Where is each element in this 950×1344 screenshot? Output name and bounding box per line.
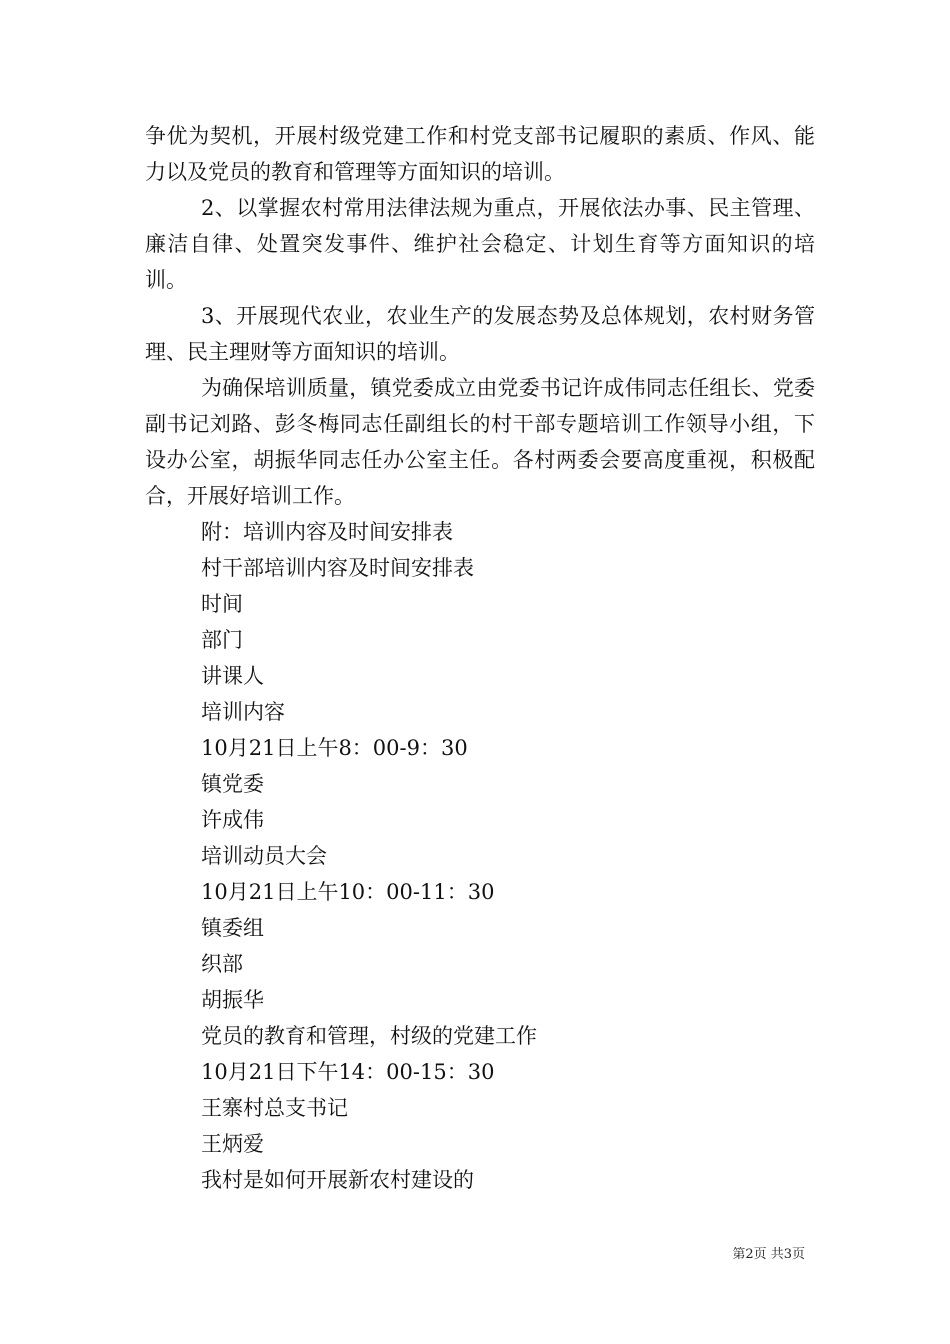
row-1-content: 培训动员大会	[201, 844, 327, 868]
row-1-lecturer: 许成伟	[201, 808, 264, 832]
row-2-department-line1: 镇委组	[201, 916, 264, 940]
table-header-department: 部门	[201, 628, 243, 652]
attachment-note: 附：培训内容及时间安排表	[201, 520, 453, 544]
row-2-time: 10月21日上午10：00-11：30	[201, 880, 495, 904]
paragraph-item-3: 3、开展现代农业，农业生产的发展态势及总体规划，农村财务管理、民主理财等方面知识的培训。	[145, 304, 815, 364]
table-title: 村干部培训内容及时间安排表	[201, 556, 474, 580]
row-1-time: 10月21日上午8：00-9：30	[201, 736, 468, 760]
table-header-lecturer: 讲课人	[201, 664, 264, 688]
row-3-time: 10月21日下午14：00-15：30	[201, 1060, 495, 1084]
row-2-department-line2: 织部	[201, 952, 243, 976]
table-header-time: 时间	[201, 592, 243, 616]
page-number-footer: 第2页 共3页	[732, 1247, 805, 1262]
row-2-content: 党员的教育和管理，村级的党建工作	[201, 1024, 537, 1048]
row-3-lecturer: 王炳爱	[201, 1132, 264, 1156]
row-3-content: 我村是如何开展新农村建设的	[201, 1168, 474, 1192]
paragraph-leadership: 为确保培训质量，镇党委成立由党委书记许成伟同志任组长、党委副书记刘路、彭冬梅同志任副组长的村干部专题培训工作领导小组，下设办公室，胡振华同志任办公室主任。各村两委会要高度重视，积极配合，开展好培训工作。	[145, 376, 815, 508]
row-1-department: 镇党委	[201, 772, 264, 796]
paragraph-continued: 争优为契机，开展村级党建工作和村党支部书记履职的素质、作风、能力以及党员的教育和管理等方面知识的培训。	[145, 124, 815, 184]
row-2-lecturer: 胡振华	[201, 988, 264, 1012]
table-header-content: 培训内容	[201, 700, 285, 724]
document-body	[145, 118, 815, 1198]
row-3-department: 王寨村总支书记	[201, 1096, 348, 1120]
paragraph-item-2: 2、以掌握农村常用法律法规为重点，开展依法办事、民主管理、廉洁自律、处置突发事件、维护社会稳定、计划生育等方面知识的培训。	[145, 196, 815, 292]
